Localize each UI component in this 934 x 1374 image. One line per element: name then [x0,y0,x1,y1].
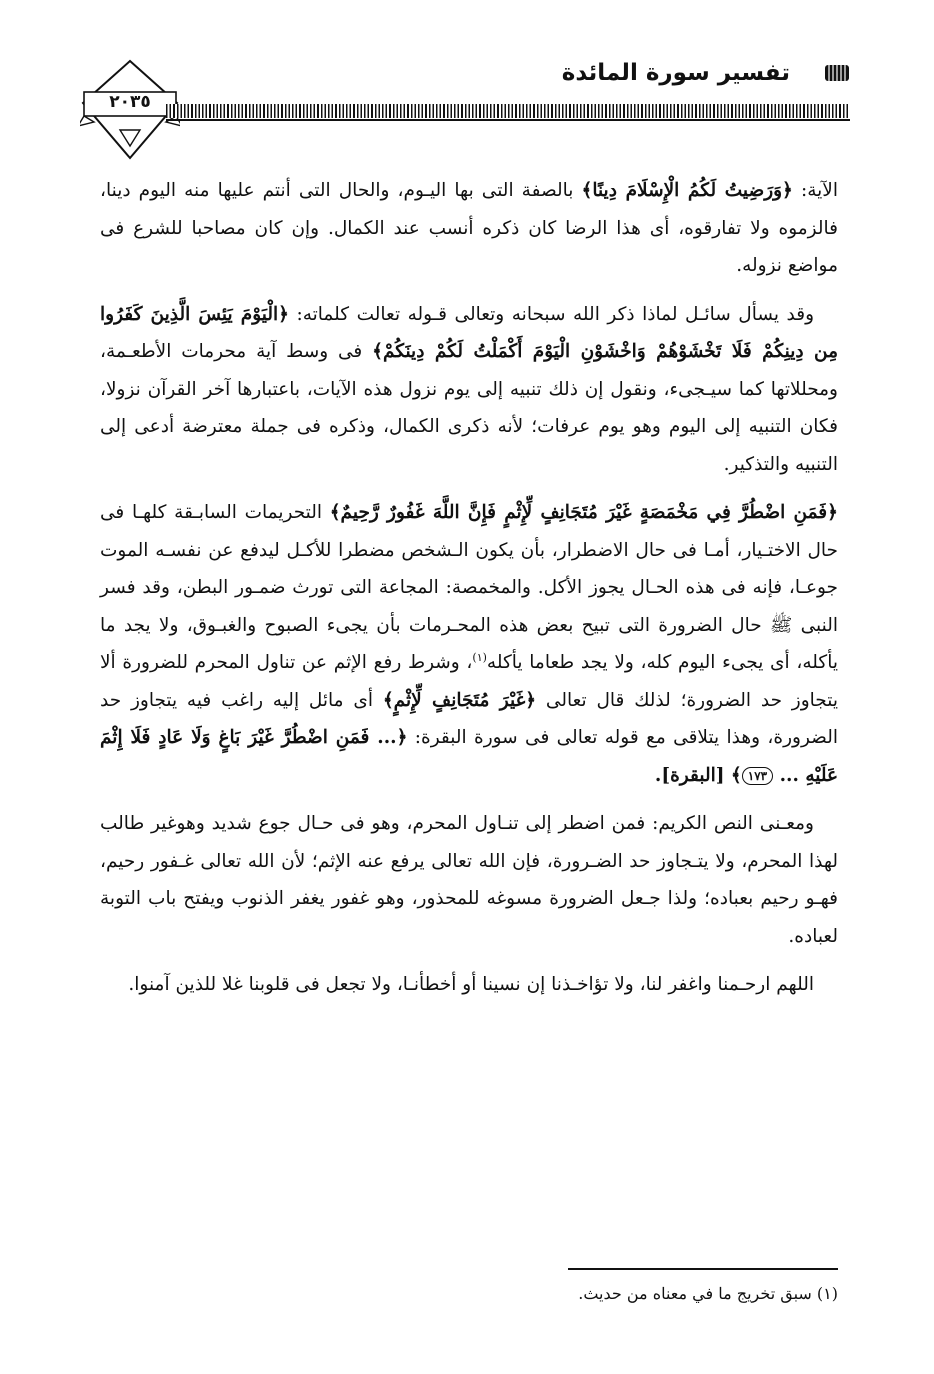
verse-number: ١٧٣ [742,767,773,785]
text-run: الآية: [792,180,838,201]
body-text [100,172,838,1004]
text-run: اللهم ارحـمنا واغفر لنا، ولا تؤاخـذنا إن نسينا أو أخطأنـا، ولا تجعل فى قلوبنا غلا للذين آمنوا. [128,974,814,995]
page-header [80,58,850,168]
quran-quote-end: ﴾ [البقرة]. [654,764,742,786]
text-run: فى وسط آية محرمات الأطعـمة، ومحللاتها كما سيـجىء، ونقول إن ذلك تنبيه إلى يوم نزول هذه الآيات، باعتبارها آخر القرآن نزولا، فكان التنبيه إلى اليوم وهو يوم عرفات؛ لأنه ذكرى الكمال، وذكره فى جملة معترضة أدعى إلى التنبيه والتذكير. [100,341,838,475]
text-run: وقد يسأل سائـل لماذا ذكر الله سبحانه وتعالى قـوله تعالت كلماته: [288,303,815,325]
page-number: ٢٠٣٥ [109,92,151,112]
quran-quote: ﴿... فَمَنِ اضْطُرَّ غَيْرَ بَاغٍ وَلَا عَادٍ فَلَا إِثْمَ عَلَيْهِ ... [100,727,838,786]
paragraph [100,296,838,484]
paragraph [100,966,838,1004]
paragraph [100,494,838,794]
header-rule [166,104,850,118]
header-rule-line [166,119,850,121]
quran-quote: ﴿وَرَضِيتُ لَكُمُ الْإِسْلَامَ دِينًا﴾ [581,180,793,201]
ornament-icon [824,62,850,84]
quran-quote: ﴿فَمَنِ اضْطُرَّ فِي مَخْمَصَةٍ غَيْرَ مُتَجَانِفٍ لِّإِثْمٍ فَإِنَّ اللَّهَ غَفُورٌ رَّحِيمٌ﴾ [329,502,838,523]
paragraph [100,172,838,285]
quran-quote: ﴿الْيَوْمَ يَئِسَ الَّذِينَ كَفَرُوا مِن دِينِكُمْ فَلَا تَخْشَوْهُمْ وَاخْشَوْنِ الْيَوْمَ أَكْمَلْتُ لَكُمْ دِينَكُمْ﴾ [100,303,838,362]
text-run: التحريمات السابـقة كلهـا فى حال الاختـيار، أمـا فى حال الاضطرار، بأن يكون الـشخص مضطرا للأكـل ليدفع عن نفسـه الموت جوعـا، فإنه فى هذه الحـال يجوز الأكل. والمخمصة: المجاعة التى تورث ضمـور البطن، وقد فسر النبى ﷺ حال الضرورة التى تبيح بعض هذه المحـرمات بأن يجىء الصبوح والغبـوق، ولا يجد ما يأكله، أى يجىء اليوم كله، ولا يجد طعاما يأكله [100,502,838,673]
footnote-rule [568,1268,838,1270]
text-run: بالصفة التى بها اليـوم، والحال التى أنتم عليها منه اليوم دينا، فالزموه ولا تفارقوه، أى هذا الرضا كان ذكره أنسب عند الكمال. وإن كان مصاحبا للشرع فى مواضع نزوله. [100,180,838,276]
footnote: (١) سبق تخريج ما في معناه من حديث. [578,1284,838,1303]
running-title: تفسير سورة المائدة [561,60,790,86]
text-run: ومعـنى النص الكريم: فمن اضطر إلى تنـاول المحرم، وهو فى حـال جوع شديد وهوغير طالب لهذا المحرم، ولا يتـجاوز حد الضـرورة، فإن الله تعالى يرفع عنه الإثم؛ لأن الله تعالى غـفور رحيم، فهـو رحيم بعباده؛ ولذا جـعل الضرورة مسوغه للمحذور، وهو غفور يغفر الذنوب ويفتح باب التوبة لعباده. [100,813,838,947]
footnote-marker: (١) [472,650,487,664]
text-run: ، وشرط رفع الإثم عن تناول المحرم للضرورة ألا يتجاوز حد الضرورة؛ لذلك قال تعالى [100,652,838,711]
quran-quote: ﴿غَيْرَ مُتَجَانِفٍ لِّإِثْمٍ﴾ [382,689,537,711]
text-run: أى مائل إليه راغب فيه يتجاوز حد الضرورة، وهذا يتلاقى مع قوله تعالى فى سورة البقرة: [100,689,838,748]
paragraph [100,805,838,955]
